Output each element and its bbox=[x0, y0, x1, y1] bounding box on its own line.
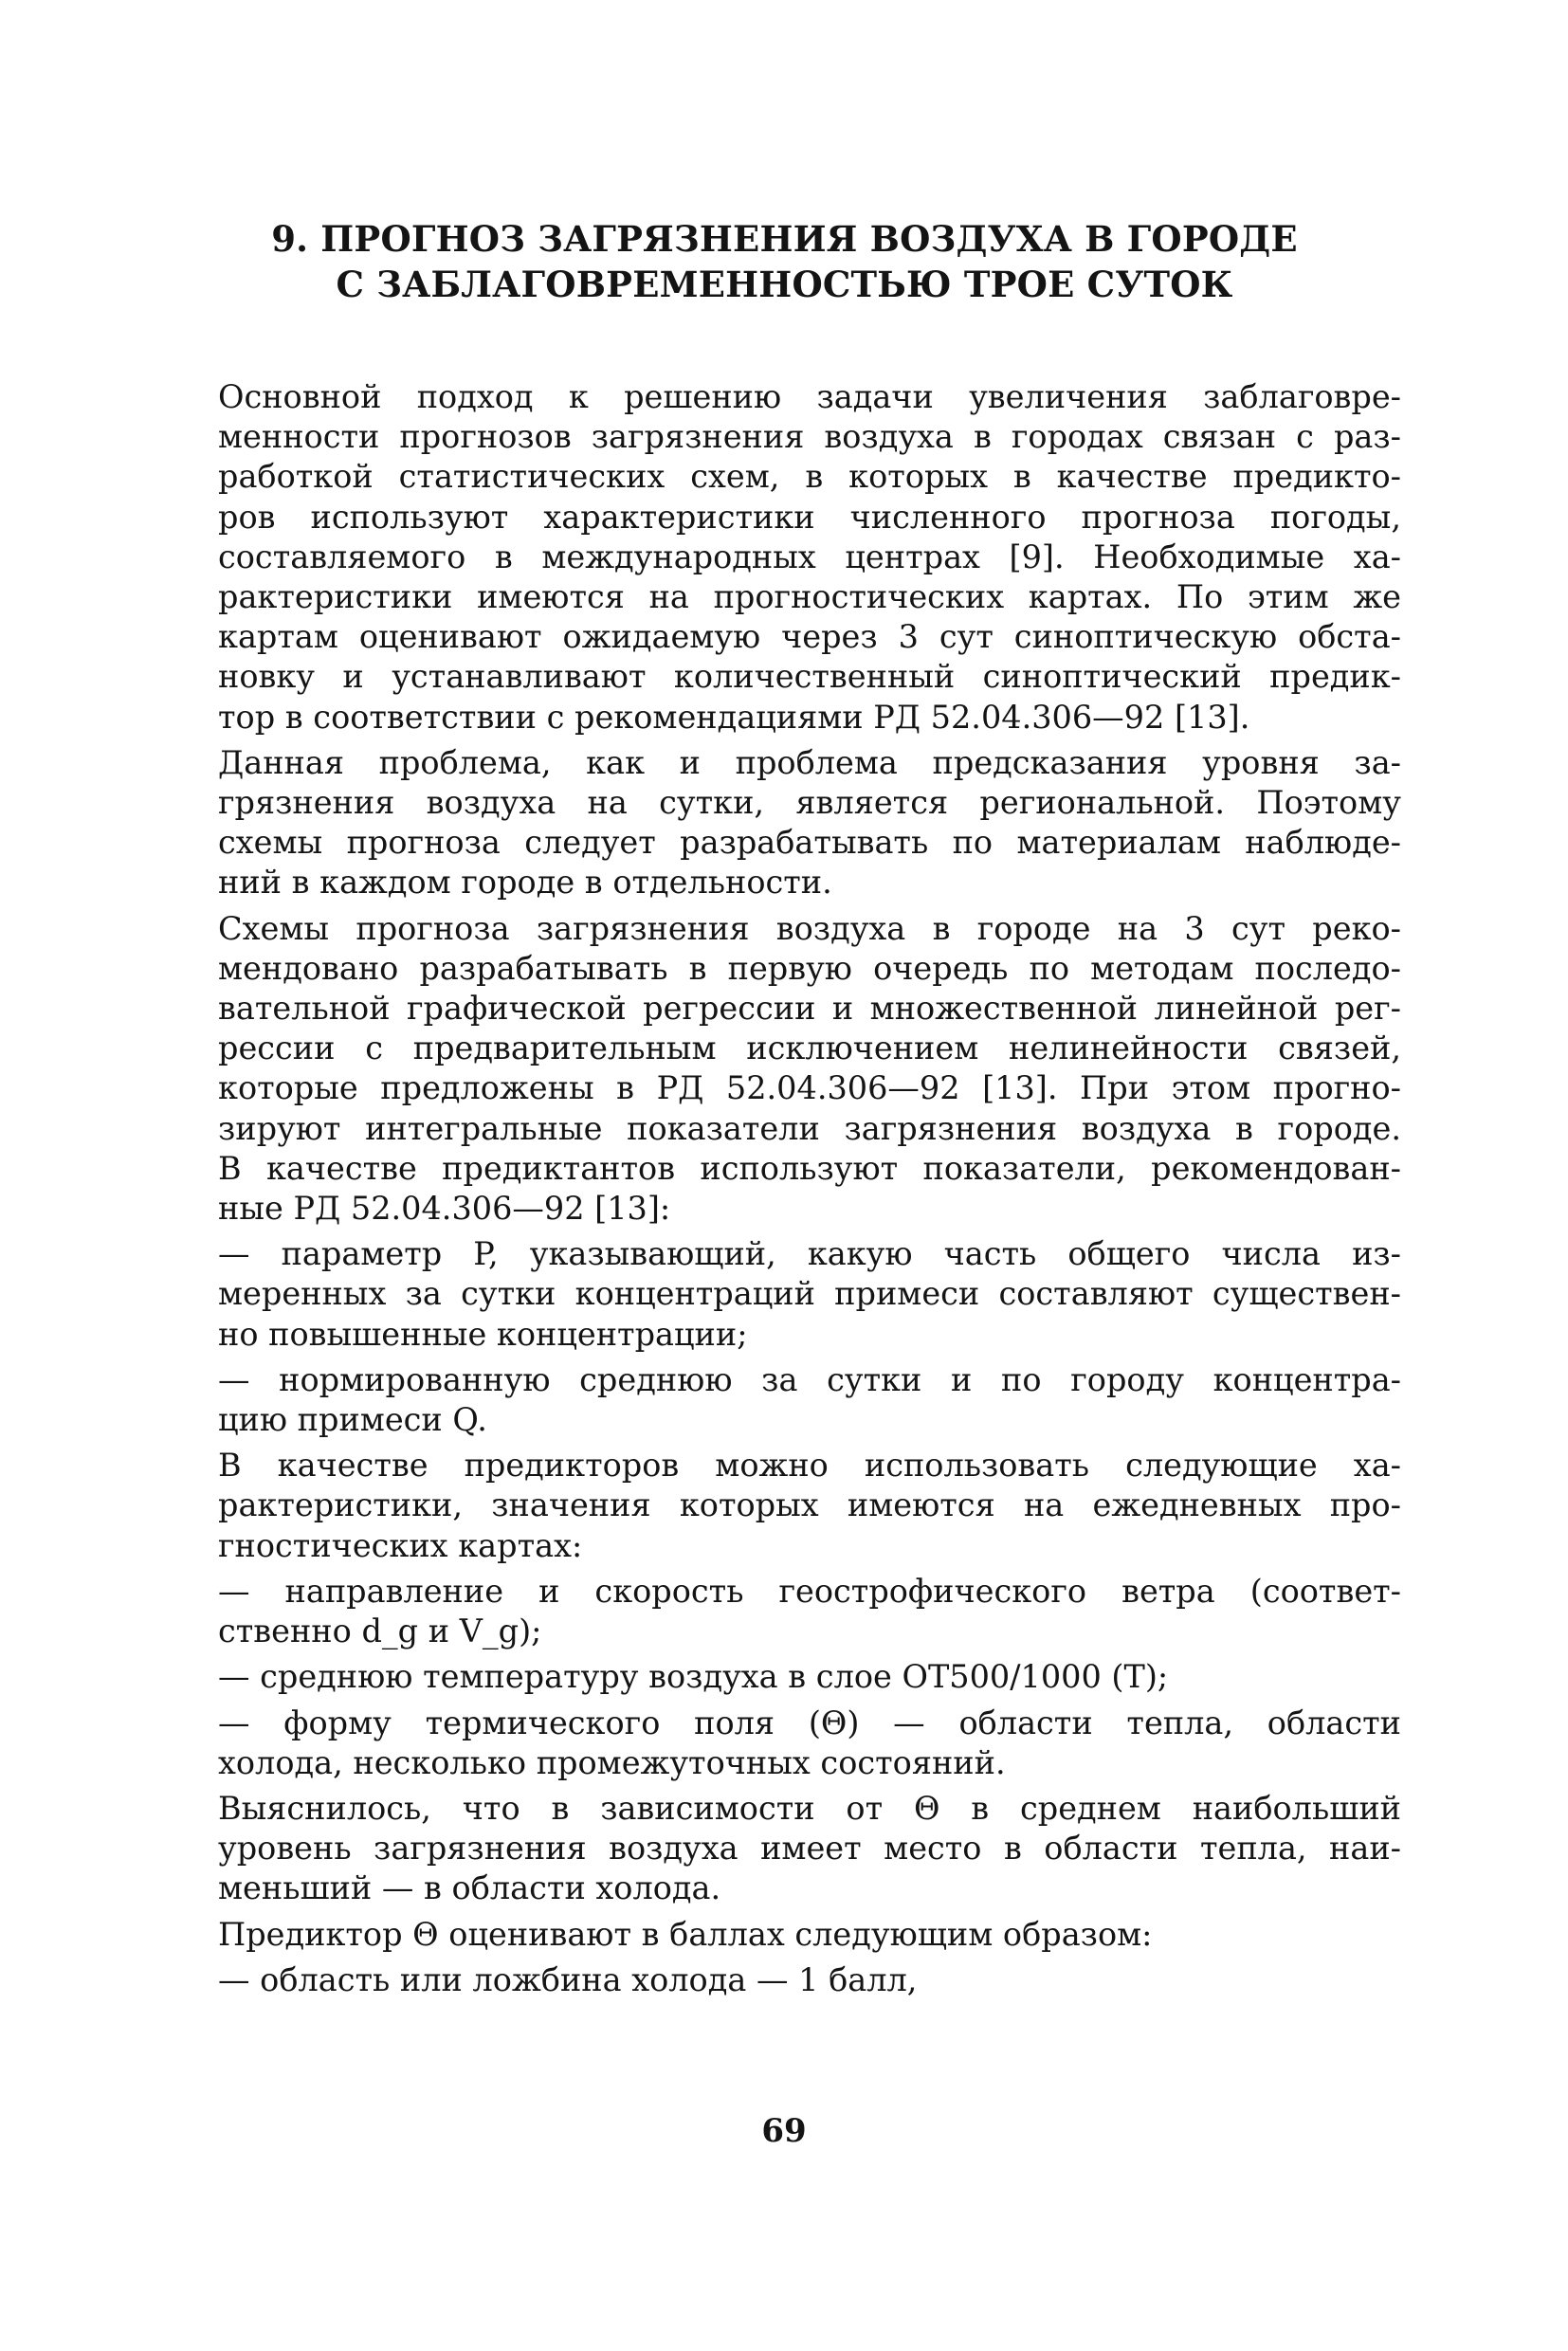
text-line: цию примеси Q. bbox=[218, 1401, 487, 1439]
text-line: холода, несколько промежуточных состояний. bbox=[218, 1743, 1006, 1781]
text-line: Данная проблема, как и проблема предсказания уровня за- bbox=[218, 743, 1401, 781]
text-line: рактеристики имеются на прогностических картах. По этим же bbox=[218, 578, 1401, 616]
text-line: В качестве предиктантов используют показатели, рекомендован- bbox=[218, 1149, 1401, 1187]
heading-line-2: С ЗАБЛАГОВРЕМЕННОСТЬЮ ТРОЕ СУТОК bbox=[336, 264, 1233, 305]
list-item-parameter-q bbox=[218, 1360, 1401, 1440]
text-line: зируют интегральные показатели загрязнения воздуха в городе. bbox=[218, 1109, 1401, 1147]
text-line: но повышенные концентрации; bbox=[218, 1315, 748, 1353]
text-line: рессии с предварительным исключением нелинейности связей, bbox=[218, 1030, 1401, 1067]
list-item-wind bbox=[218, 1572, 1401, 1651]
text-line: — направление и скорость геострофического ветра (соответ- bbox=[218, 1572, 1401, 1610]
text-line: грязнения воздуха на сутки, является региональной. Поэтому bbox=[218, 784, 1401, 822]
text-line: новку и устанавливают количественный синоптический предик- bbox=[218, 658, 1401, 696]
paragraph-scoring bbox=[218, 1915, 1401, 1955]
text-line: меренных за сутки концентраций примеси составляют существен- bbox=[218, 1275, 1401, 1313]
text-line: рактеристики, значения которых имеются на ежедневных про- bbox=[218, 1486, 1401, 1524]
text-line: Схемы прогноза загрязнения воздуха в городе на 3 сут реко- bbox=[218, 909, 1401, 947]
paragraph-findings bbox=[218, 1789, 1401, 1909]
text-line: составляемого в международных центрах [9]. Необходимые ха- bbox=[218, 538, 1401, 575]
text-line: — область или ложбина холода — 1 балл, bbox=[218, 1960, 918, 1998]
text-line: — нормированную среднюю за сутки и по городу концентра- bbox=[218, 1360, 1401, 1398]
text-line: ные РД 52.04.306—92 [13]: bbox=[218, 1190, 671, 1228]
list-item-temperature bbox=[218, 1657, 1401, 1697]
paragraph-intro bbox=[218, 377, 1401, 738]
list-item-cold-region bbox=[218, 1960, 1401, 2000]
text-line: Выяснилось, что в зависимости от Θ в среднем наибольший bbox=[218, 1789, 1401, 1827]
text-line: ний в каждом городе в отдельности. bbox=[218, 864, 832, 902]
section-heading bbox=[190, 216, 1379, 307]
text-line: Основной подход к решению задачи увеличения заблаговре- bbox=[218, 378, 1401, 415]
text-line: меньший — в области холода. bbox=[218, 1869, 721, 1907]
list-item-thermal-field bbox=[218, 1704, 1401, 1783]
paragraph-predictors bbox=[218, 1446, 1401, 1566]
text-line: ственно d_g и V_g); bbox=[218, 1613, 542, 1650]
heading-line-1: 9. ПРОГНОЗ ЗАГРЯЗНЕНИЯ ВОЗДУХА В ГОРОДЕ bbox=[271, 218, 1298, 260]
body-text bbox=[218, 377, 1401, 2006]
text-line: уровень загрязнения воздуха имеет место в области тепла, наи- bbox=[218, 1830, 1401, 1868]
text-line: работкой статистических схем, в которых в качестве предикто- bbox=[218, 458, 1401, 496]
text-line: тор в соответствии с рекомендациями РД 52.04.306—92 [13]. bbox=[218, 698, 1250, 736]
text-line: схемы прогноза следует разрабатывать по материалам наблюде- bbox=[218, 824, 1401, 862]
text-line: вательной графической регрессии и множественной линейной рег- bbox=[218, 990, 1401, 1028]
text-line: Предиктор Θ оценивают в баллах следующим образом: bbox=[218, 1915, 1153, 1953]
text-line: ров используют характеристики численного прогноза погоды, bbox=[218, 498, 1401, 536]
text-line: мендовано разрабатывать в первую очередь по методам последо- bbox=[218, 949, 1401, 987]
text-line: картам оценивают ожидаемую через 3 сут синоптическую обста- bbox=[218, 618, 1401, 656]
paragraph-schemes bbox=[218, 909, 1401, 1230]
paragraph-regional bbox=[218, 743, 1401, 903]
text-line: — среднюю температуру воздуха в слое ОТ500/1000 (T); bbox=[218, 1658, 1169, 1696]
text-line: В качестве предикторов можно использовать следующие ха- bbox=[218, 1447, 1401, 1485]
text-line: — параметр P, указывающий, какую часть общего числа из- bbox=[218, 1235, 1401, 1273]
text-line: — форму термического поля (Θ) — области тепла, области bbox=[218, 1704, 1401, 1741]
text-line: гностических картах: bbox=[218, 1526, 583, 1564]
page-number: 69 bbox=[761, 2112, 807, 2150]
text-line: которые предложены в РД 52.04.306—92 [13]. При этом прогно- bbox=[218, 1069, 1401, 1107]
text-line: менности прогнозов загрязнения воздуха в городах связан с раз- bbox=[218, 418, 1401, 456]
list-item-parameter-p bbox=[218, 1234, 1401, 1355]
